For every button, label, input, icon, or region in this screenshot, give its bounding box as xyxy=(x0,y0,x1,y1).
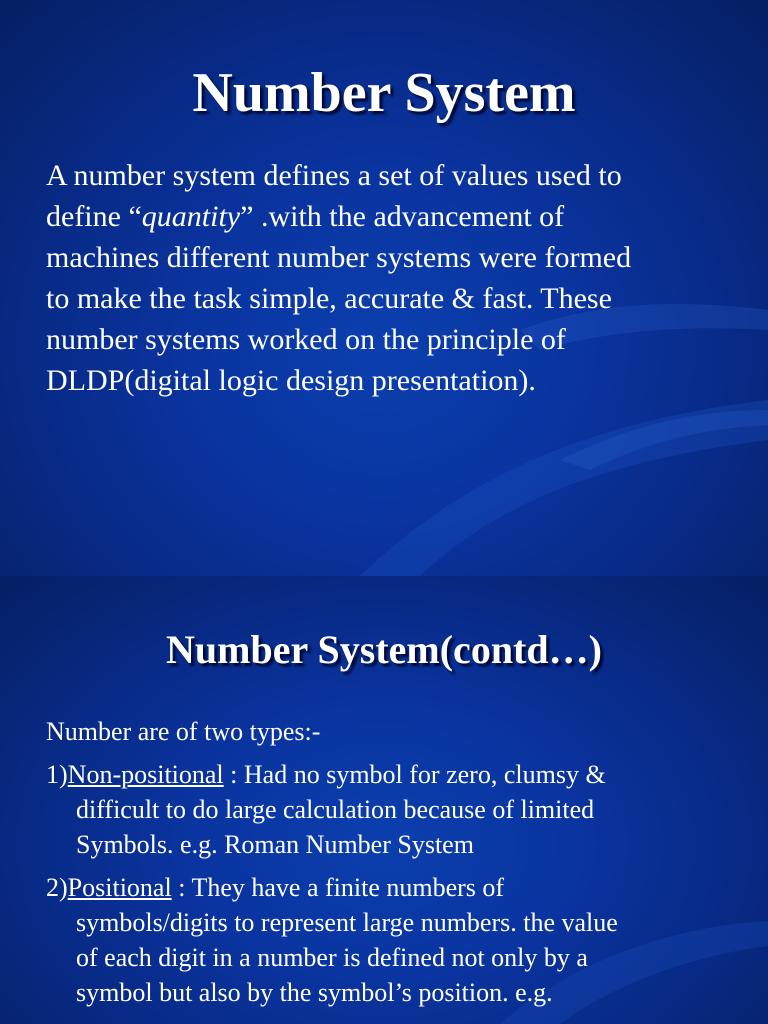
quote-close: ” xyxy=(240,200,261,233)
para-line xyxy=(46,196,736,237)
para-line: DLDP(digital logic design presentation). xyxy=(46,364,536,397)
list-item-positional xyxy=(46,870,746,1010)
list-item-non-positional xyxy=(46,757,746,862)
intro-line: Number are of two types:- xyxy=(46,717,321,746)
item-number: 2) xyxy=(46,873,68,902)
types-list xyxy=(46,714,746,1010)
item-text: : Had no symbol for zero, clumsy & xyxy=(223,760,606,789)
slide-title: Number System xyxy=(192,62,576,124)
slide-number-system-contd xyxy=(0,576,768,1024)
quote-open: “ xyxy=(128,200,142,233)
item-line: symbol but also by the symbol’s position. e.g. xyxy=(76,978,553,1007)
item-number: 1) xyxy=(46,760,68,789)
term-positional: Positional xyxy=(67,873,172,902)
item-line: difficult to do large calculation because of limited xyxy=(76,795,595,824)
para-line: number systems worked on the principle of xyxy=(46,323,566,356)
item-first-line xyxy=(46,757,746,792)
para-text: .with the advancement of xyxy=(260,200,565,233)
quantity-emphasis: quantity xyxy=(141,200,241,233)
term-non-positional: Non-positional xyxy=(67,760,224,789)
para-text: define xyxy=(46,200,129,233)
item-line: of each digit in a number is defined not only by a xyxy=(76,943,588,972)
para-line: machines different number systems were formed xyxy=(46,241,632,274)
item-line: symbols/digits to represent large numbers. the value xyxy=(76,908,618,937)
item-text: : They have a finite numbers of xyxy=(171,873,505,902)
item-line: Symbols. e.g. Roman Number System xyxy=(76,830,474,859)
para-line: to make the task simple, accurate & fast. These xyxy=(46,282,612,315)
para-line: A number system defines a set of values used to xyxy=(46,159,622,192)
item-first-line xyxy=(46,870,746,905)
slide-title: Number System(contd…) xyxy=(166,627,602,672)
definition-paragraph xyxy=(46,155,736,401)
